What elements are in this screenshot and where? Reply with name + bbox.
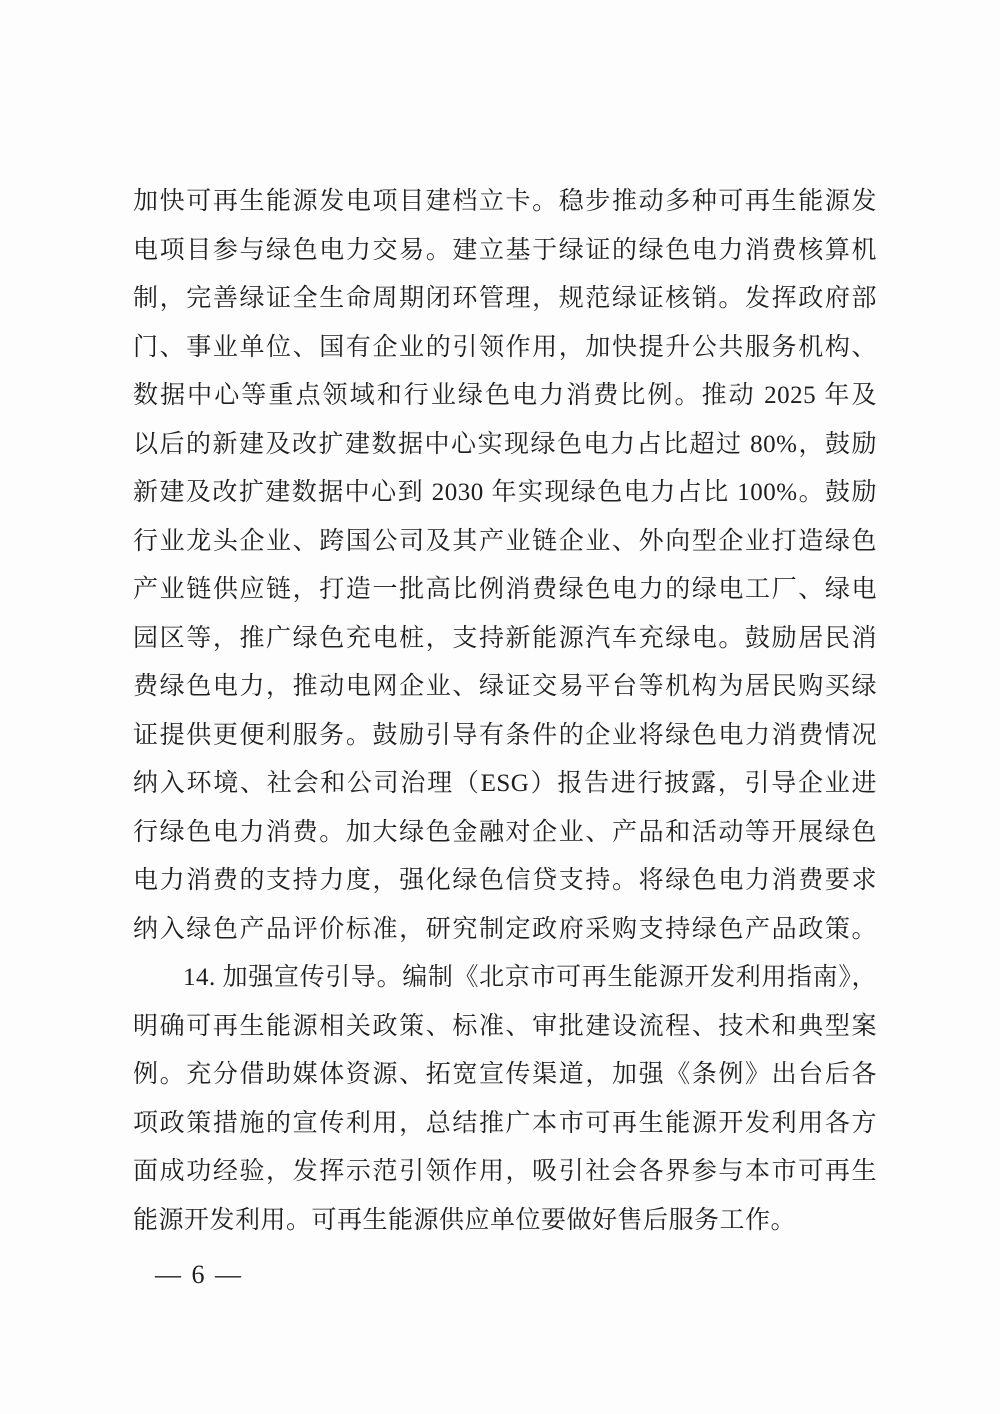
text-line: 新建及改扩建数据中心到 2030 年实现绿色电力占比 100%。鼓励	[133, 479, 877, 506]
text-line: 电力消费的支持力度，强化绿色信贷支持。将绿色电力消费要求	[133, 867, 877, 894]
text-line: 门、事业单位、国有企业的引领作用，加快提升公共服务机构、	[133, 333, 877, 361]
text-line: 加快可再生能源发电项目建档立卡。稳步推动多种可再生能源发	[133, 188, 877, 215]
text-line: 证提供更便利服务。鼓励引导有条件的企业将绿色电力消费情况	[133, 721, 877, 749]
text-line: 产业链供应链，打造一批高比例消费绿色电力的绿电工厂、绿电	[133, 576, 877, 603]
text-line: 面成功经验，发挥示范引领作用，吸引社会各界参与本市可再生	[133, 1158, 877, 1185]
text-line: 项政策措施的宣传利用，总结推广本市可再生能源开发利用各方	[133, 1109, 877, 1137]
text-line: 纳入环境、社会和公司治理（ESG）报告进行披露，引导企业进	[133, 770, 877, 797]
text-line: 纳入绿色产品评价标准，研究制定政府采购支持绿色产品政策。	[133, 915, 877, 943]
paragraph-start-line: 14. 加强宣传引导。编制《北京市可再生能源开发利用指南》，	[183, 964, 877, 991]
text-line: 以后的新建及改扩建数据中心实现绿色电力占比超过 80%，鼓励	[133, 430, 877, 458]
text-line: 行绿色电力消费。加大绿色金融对企业、产品和活动等开展绿色	[133, 818, 877, 846]
page-number: — 6 —	[155, 1260, 243, 1289]
text-line: 费绿色电力，推动电网企业、绿证交易平台等机构为居民购买绿	[133, 673, 877, 700]
text-line: 行业龙头企业、跨国公司及其产业链企业、外向型企业打造绿色	[133, 527, 877, 555]
text-line: 园区等，推广绿色充电桩，支持新能源汽车充绿电。鼓励居民消	[133, 624, 877, 652]
document-body	[133, 178, 877, 1245]
paragraph-end-line: 能源开发利用。可再生能源供应单位要做好售后服务工作。	[133, 1206, 797, 1234]
text-line: 例。充分借助媒体资源、拓宽宣传渠道，加强《条例》出台后各	[133, 1061, 877, 1088]
text-line: 制，完善绿证全生命周期闭环管理，规范绿证核销。发挥政府部	[133, 285, 877, 312]
text-line: 电项目参与绿色电力交易。建立基于绿证的绿色电力消费核算机	[133, 236, 877, 264]
text-line: 数据中心等重点领域和行业绿色电力消费比例。推动 2025 年及	[133, 382, 877, 409]
text-line: 明确可再生能源相关政策、标准、审批建设流程、技术和典型案	[133, 1012, 877, 1040]
